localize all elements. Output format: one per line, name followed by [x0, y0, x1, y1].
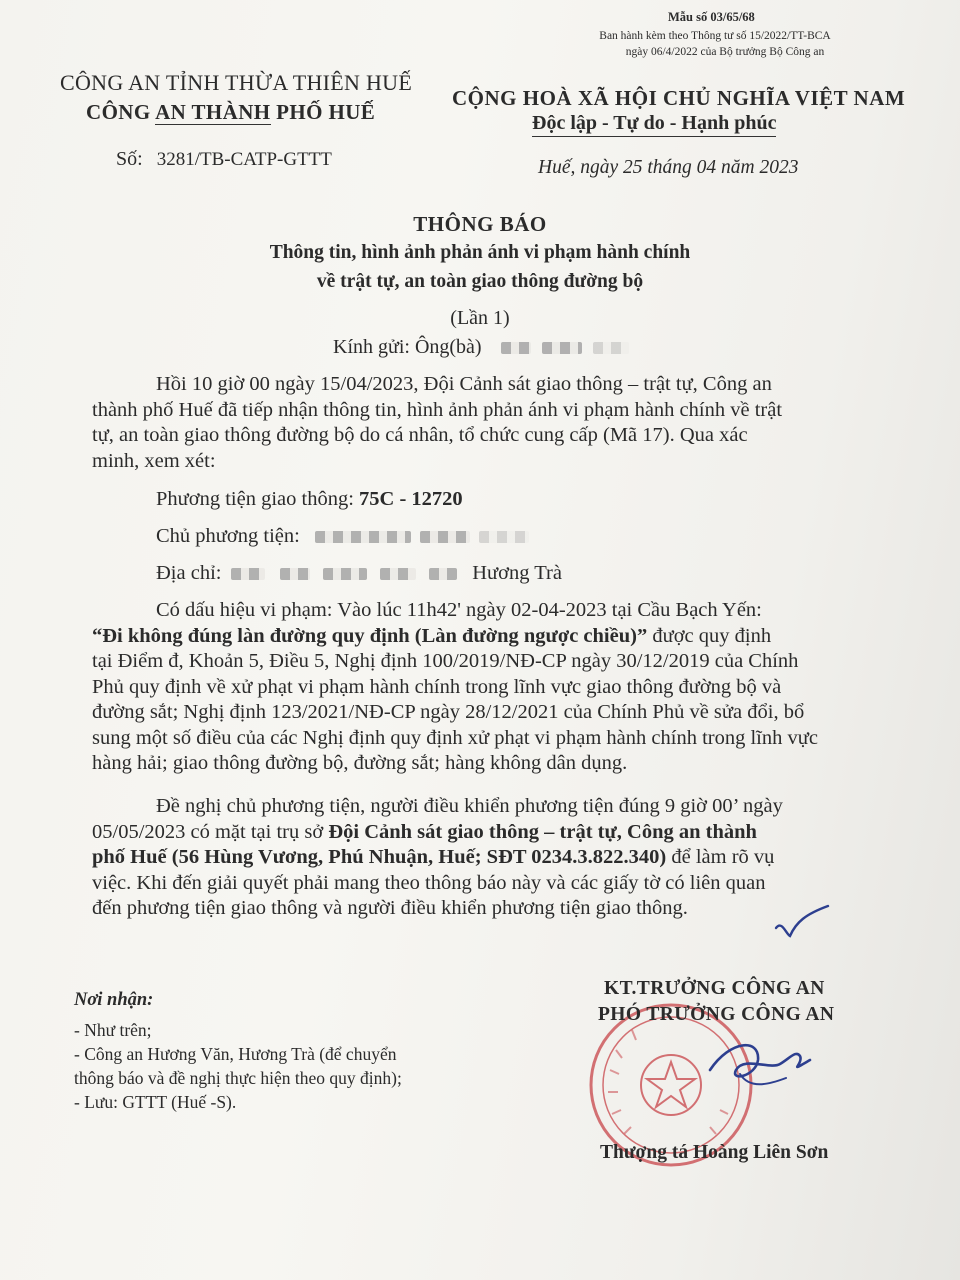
office-address: phố Huế (56 Hùng Vương, Phú Nhuận, Huế; SĐT 0234.3.822.340)	[92, 846, 667, 868]
text-line	[92, 624, 888, 650]
list-item: - Lưu: GTTT (Huế -S).	[74, 1092, 237, 1112]
signature-title-1: KT.TRƯỞNG CÔNG AN	[604, 978, 825, 999]
list-item: thông báo và đề nghị thực hiện theo quy định);	[74, 1068, 402, 1088]
text-line	[92, 845, 888, 871]
text-line: việc. Khi đến giải quyết phải mang theo thông báo này và các giấy tờ có liên quan	[92, 871, 766, 894]
vehicle-field	[156, 488, 463, 511]
text-span: 05/05/2023 có mặt tại trụ sở	[92, 820, 329, 843]
ink-tick-mark	[772, 900, 832, 942]
list-item: - Công an Hương Văn, Hương Trà (để chuyển	[74, 1044, 397, 1064]
document-title: THÔNG BÁO	[413, 212, 547, 236]
redacted-address	[323, 568, 367, 580]
address-label: Địa chỉ:	[156, 562, 222, 584]
national-motto: Độc lập - Tự do - Hạnh phúc	[532, 112, 776, 137]
document-number	[116, 148, 332, 171]
document-number-label: Số:	[116, 148, 143, 170]
owner-field	[156, 525, 529, 548]
text-line: đến phương tiện giao thông và người điều khiển phương tiện giao thông.	[92, 897, 688, 919]
text-line: Đề nghị chủ phương tiện, người điều khiển phương tiện đúng 9 giờ 00’ ngày	[156, 795, 783, 817]
redacted-owner	[420, 531, 470, 543]
text-line	[92, 820, 888, 846]
text-line: Phủ quy định về xử phạt vi phạm hành chính trong lĩnh vực giao thông đường bộ và	[92, 675, 782, 698]
document-subtitle-2: về trật tự, an toàn giao thông đường bộ	[316, 271, 644, 292]
text-line: tại Điểm đ, Khoản 5, Điều 5, Nghị định 100/2019/NĐ-CP ngày 30/12/2019 của Chính	[92, 650, 799, 672]
address-district: Hương Trà	[472, 562, 562, 584]
violation-description: “Đi không đúng làn đường quy định (Làn đường ngược chiều)”	[92, 624, 648, 647]
notice-round: (Lần 1)	[450, 307, 510, 329]
recipient-label: Kính gửi: Ông(bà)	[333, 336, 482, 358]
redacted-owner	[315, 531, 411, 543]
agency-name	[86, 100, 375, 125]
text-line: hàng hải; giao thông đường bộ, đường sắt; hàng không dân dụng.	[92, 752, 628, 774]
redacted-address	[280, 568, 310, 580]
agency-name-part: PHỐ HUẾ	[270, 100, 376, 124]
document-subtitle-1: Thông tin, hình ảnh phản ánh vi phạm hành chính	[269, 242, 691, 263]
redacted-name	[593, 342, 629, 354]
redacted-name	[542, 342, 582, 354]
text-line: đường sắt; Nghị định 123/2021/NĐ-CP ngày 28/12/2021 của Chính Phủ về sửa đổi, bổ	[92, 701, 805, 723]
redacted-address	[380, 568, 416, 580]
office-name: Đội Cảnh sát giao thông – trật tự, Công an thành	[328, 820, 757, 843]
form-reference-line-2: ngày 06/4/2022 của Bộ trưởng Bộ Công an	[625, 46, 825, 58]
text-line: minh, xem xét:	[92, 449, 216, 472]
text-line: Có dấu hiệu vi phạm: Vào lúc 11h42' ngày 02-04-2023 tại Cầu Bạch Yến:	[156, 599, 762, 621]
text-line: sung một số điều của các Nghị định quy định xử phạt vi phạm hành chính trong lĩnh vực	[92, 726, 818, 749]
address-field	[156, 562, 562, 585]
form-reference-line-1: Ban hành kèm theo Thông tư số 15/2022/TT-BCA	[599, 30, 831, 42]
form-number: Mẫu số 03/65/68	[668, 10, 755, 24]
text-span: để làm rõ vụ	[666, 846, 775, 868]
agency-name-underlined: AN THÀNH	[155, 100, 271, 124]
signature-title-2: PHÓ TRƯỞNG CÔNG AN	[598, 1004, 835, 1025]
agency-name-part: CÔNG	[86, 100, 156, 124]
text-span: được quy định	[647, 624, 772, 647]
redacted-name	[501, 342, 531, 354]
list-item: - Như trên;	[74, 1020, 152, 1040]
recipient-line	[333, 336, 629, 359]
recipients-heading: Nơi nhận:	[74, 990, 154, 1010]
text-line: Hồi 10 giờ 00 ngày 15/04/2023, Đội Cảnh sát giao thông – trật tự, Công an	[156, 373, 772, 395]
document-number-value: 3281/TB-CATP-GTTT	[156, 149, 332, 170]
recipients-list	[74, 1018, 514, 1114]
owner-label: Chủ phương tiện:	[156, 525, 300, 547]
redacted-address	[429, 568, 457, 580]
paragraph-intro	[92, 372, 882, 474]
place-date: Huế, ngày 25 tháng 04 năm 2023	[538, 157, 799, 178]
vehicle-plate: 75C - 12720	[359, 488, 463, 510]
signer-name: Thượng tá Hoàng Liên Sơn	[600, 1142, 829, 1163]
vehicle-label: Phương tiện giao thông:	[156, 488, 354, 510]
handwritten-signature	[700, 1030, 820, 1110]
agency-parent: CÔNG AN TỈNH THỪA THIÊN HUẾ	[60, 70, 413, 95]
paragraph-violation	[92, 598, 888, 777]
redacted-owner	[479, 531, 529, 543]
country-name: CỘNG HOÀ XÃ HỘI CHỦ NGHĨA VIỆT NAM	[452, 86, 906, 110]
text-line: tự, an toàn giao thông đường bộ do cá nhân, tổ chức cung cấp (Mã 17). Qua xác	[92, 424, 748, 446]
redacted-address	[231, 568, 265, 580]
paragraph-request	[92, 794, 888, 922]
text-line: thành phố Huế đã tiếp nhận thông tin, hình ảnh phản ánh vi phạm hành chính về trật	[92, 398, 783, 421]
